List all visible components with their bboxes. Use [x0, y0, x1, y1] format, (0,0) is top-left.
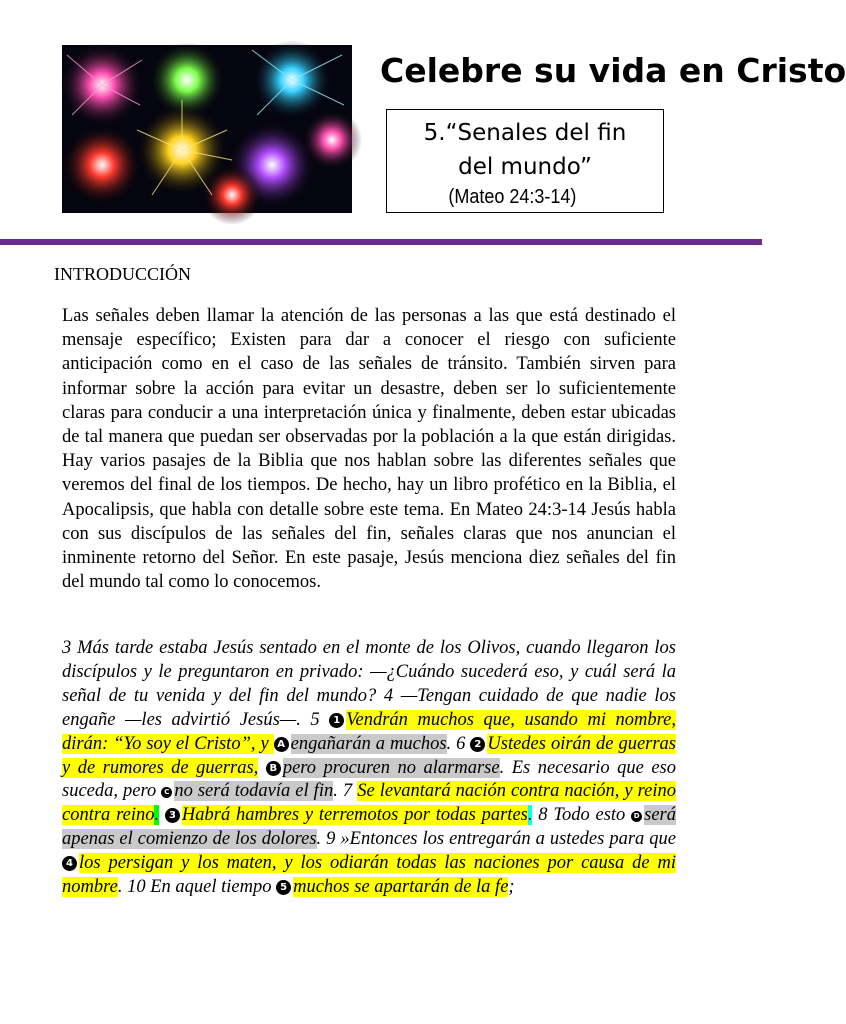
scripture-text: . 9 »Entonces los entregarán a ustedes para que — [316, 829, 676, 850]
sign-3-marker: 3 — [165, 808, 180, 823]
scripture-punct: . — [527, 805, 533, 826]
scripture-text: . 6 — [446, 733, 471, 754]
page-title: Celebre su vida en Cristo — [380, 51, 846, 90]
sign-2-text: Ustedes oirán de guerras y de rumores de guerras, — [62, 733, 677, 778]
scripture-text: . 10 En aquel tiempo — [117, 877, 277, 898]
lesson-title-line2: del mundo” — [458, 154, 592, 180]
sign-5-text: muchos se apartarán de la fe — [293, 877, 509, 898]
note-a-text: engañarán a muchos — [290, 733, 447, 754]
lesson-title — [387, 116, 663, 184]
note-b-text: pero procuren no alarmarse — [282, 757, 500, 778]
intro-paragraph: Las señales deben llamar la atención de las personas a las que está destinado el mensaje específico; Existen para dar a conocer el riesgo con suficiente anticipación como en el caso de las señales de tránsito. También sirven para informar sobre la acción para evitar un desastre, deben ser lo suficientemente claras para conducir a una interpretación única y finalmente, deben estar ubicadas de tal manera que puedan ser observadas por la población a la que están dirigidas. Hay varios pasajes de la Biblia que nos hablan sobre las diferentes señales que veremos del final de los tiempos. De hecho, hay un libro profético en la Biblia, el Apocalipsis, que habla con detalle sobre este tema. En Mateo 24:3-14 Jesús habla con sus discípulos de las señales del fin, señales claras que nos anuncian el inminente retorno del Señor. En este pasaje, Jesús menciona diez señales del fin del mundo tal como lo conocemos. — [62, 306, 676, 593]
sign-4-text: los persigan y los maten, y los odiarán todas las naciones por causa de mi nombre — [62, 853, 676, 898]
note-d-marker: D — [631, 811, 642, 822]
note-a-marker: A — [274, 737, 289, 752]
fireworks-image — [62, 45, 352, 213]
note-c-marker: C — [161, 787, 172, 798]
sign-3a-text: Se levantará nación contra nación, y reino contra reino — [62, 781, 677, 826]
scripture-punct: . — [154, 805, 160, 826]
intro-heading: INTRODUCCIÓN — [54, 264, 191, 284]
scripture-text: . 7 — [333, 781, 358, 802]
scripture-text: 8 Todo esto — [532, 805, 632, 826]
sign-2-marker: 2 — [470, 737, 485, 752]
sign-5-marker: 5 — [276, 880, 291, 895]
note-b-marker: B — [266, 761, 281, 776]
lesson-title-box — [386, 109, 664, 213]
sign-4-marker: 4 — [62, 856, 77, 871]
scripture-text: . Es necesario que eso suceda, pero — [62, 757, 677, 802]
scripture-passage — [62, 637, 676, 900]
scripture-reference: (Mateo 24:3-14) — [448, 186, 577, 208]
note-d-text: será apenas el comienzo de los dolores — [62, 805, 676, 850]
note-c-text: no será todavía el fin — [174, 781, 334, 802]
sign-1-marker: 1 — [329, 713, 344, 728]
scripture-text — [258, 758, 266, 778]
scripture-text: ; — [508, 877, 515, 898]
sign-1-text: Vendrán muchos que, usando mi nombre, dirán: “Yo soy el Cristo”, y — [62, 709, 676, 754]
header-divider — [0, 239, 762, 245]
lesson-title-line1: 5.“Senales del fin — [423, 120, 627, 146]
scripture-text: 3 Más tarde estaba Jesús sentado en el monte de los Olivos, cuando llegaron los discípulos y le preguntaron en privado: —¿Cuándo sucederá eso, y cuál será la señal de tu venida y del fin del mundo? 4 —Tengan cuidado de que nadie los engañe —les advirtió Jesús—. 5 — [62, 638, 676, 730]
sign-3-text: Habrá hambres y terremotos por todas partes — [181, 805, 528, 826]
